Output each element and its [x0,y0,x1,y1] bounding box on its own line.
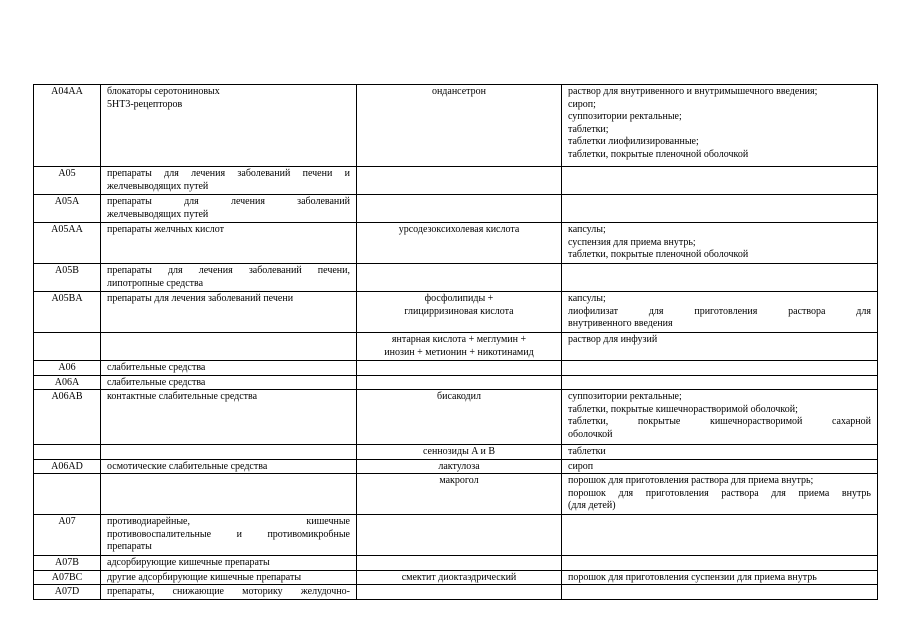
pharmacological-group-cell: препараты, снижающие моторику желудочно- [101,585,357,600]
table-row [34,556,878,571]
pharmacological-group-cell: препараты желчных кислот [101,223,357,264]
pharmacological-group-cell: слабительные средства [101,375,357,390]
dosage-forms-cell: таблетки [562,445,878,460]
pharmacological-group-cell: препараты для лечения заболеваний желчевыводящих путей [101,195,357,223]
table-row [34,445,878,460]
table-row [34,167,878,195]
inn-cell [357,167,562,195]
table-row [34,85,878,167]
table-row [34,292,878,333]
pharmacological-group-cell: препараты для лечения заболеваний печени и желчевыводящих путей [101,167,357,195]
table-row [34,361,878,376]
inn-cell: ондансетрон [357,85,562,167]
atc-code-cell: A05AA [34,223,101,264]
table-row [34,195,878,223]
pharmacological-group-cell [101,333,357,361]
dosage-forms-cell [562,361,878,376]
atc-code-cell: A04AA [34,85,101,167]
inn-cell: сеннозиды A и B [357,445,562,460]
inn-cell: фосфолипиды + глицирризиновая кислота [357,292,562,333]
dosage-forms-cell: порошок для приготовления раствора для приема внутрь; порошок для приготовления раствора для приема внутрь (для детей) [562,474,878,515]
pharmacological-group-cell: блокаторы серотониновых 5HT3-рецепторов [101,85,357,167]
dosage-forms-cell [562,515,878,556]
inn-cell [357,515,562,556]
table-row [34,585,878,600]
table-row [34,390,878,445]
inn-cell [357,585,562,600]
atc-code-cell: A05B [34,264,101,292]
inn-cell [357,264,562,292]
inn-cell: бисакодил [357,390,562,445]
pharmacological-group-cell: контактные слабительные средства [101,390,357,445]
inn-cell: смектит диоктаэдрический [357,570,562,585]
pharmacological-group-cell: препараты для лечения заболеваний печени [101,292,357,333]
atc-code-cell [34,445,101,460]
dosage-forms-cell [562,375,878,390]
dosage-forms-cell: порошок для приготовления суспензии для приема внутрь [562,570,878,585]
dosage-forms-cell: суппозитории ректальные; таблетки, покрытые кишечнорастворимой оболочкой; таблетки, покрытые кишечнорастворимой сахарной оболочкой [562,390,878,445]
pharmacological-group-cell: адсорбирующие кишечные препараты [101,556,357,571]
atc-code-cell [34,474,101,515]
pharmacological-group-cell [101,445,357,460]
inn-cell [357,195,562,223]
inn-cell [357,361,562,376]
table-row [34,223,878,264]
dosage-forms-cell: раствор для инфузий [562,333,878,361]
drug-list-table [33,84,878,600]
dosage-forms-cell: капсулы; лиофилизат для приготовления раствора для внутривенного введения [562,292,878,333]
pharmacological-group-cell: препараты для лечения заболеваний печени, липотропные средства [101,264,357,292]
atc-code-cell: A07BC [34,570,101,585]
table-row [34,515,878,556]
inn-cell: янтарная кислота + меглумин + инозин + метионин + никотинамид [357,333,562,361]
pharmacological-group-cell: осмотические слабительные средства [101,459,357,474]
table-row [34,375,878,390]
dosage-forms-cell: сироп [562,459,878,474]
atc-code-cell: A06 [34,361,101,376]
table-row [34,570,878,585]
atc-code-cell: A05BA [34,292,101,333]
inn-cell [357,375,562,390]
inn-cell: урсодезоксихолевая кислота [357,223,562,264]
pharmacological-group-cell: противодиарейные, кишечные противовоспалительные и противомикробные препараты [101,515,357,556]
dosage-forms-cell [562,585,878,600]
dosage-forms-cell [562,556,878,571]
atc-code-cell: A07 [34,515,101,556]
dosage-forms-cell [562,167,878,195]
table-row [34,459,878,474]
atc-code-cell: A06AB [34,390,101,445]
dosage-forms-cell: капсулы; суспензия для приема внутрь; таблетки, покрытые пленочной оболочкой [562,223,878,264]
table-row [34,333,878,361]
dosage-forms-cell: раствор для внутривенного и внутримышечного введения; сироп; суппозитории ректальные; таблетки; таблетки лиофилизированные; таблетки, покрытые пленочной оболочкой [562,85,878,167]
inn-cell: макрогол [357,474,562,515]
table-row [34,474,878,515]
inn-cell [357,556,562,571]
atc-code-cell: A05A [34,195,101,223]
pharmacological-group-cell [101,474,357,515]
atc-code-cell: A05 [34,167,101,195]
dosage-forms-cell [562,195,878,223]
atc-code-cell: A06A [34,375,101,390]
atc-code-cell: A07B [34,556,101,571]
table-row [34,264,878,292]
atc-code-cell: A06AD [34,459,101,474]
atc-code-cell: A07D [34,585,101,600]
pharmacological-group-cell: слабительные средства [101,361,357,376]
dosage-forms-cell [562,264,878,292]
inn-cell: лактулоза [357,459,562,474]
pharmacological-group-cell: другие адсорбирующие кишечные препараты [101,570,357,585]
atc-code-cell [34,333,101,361]
